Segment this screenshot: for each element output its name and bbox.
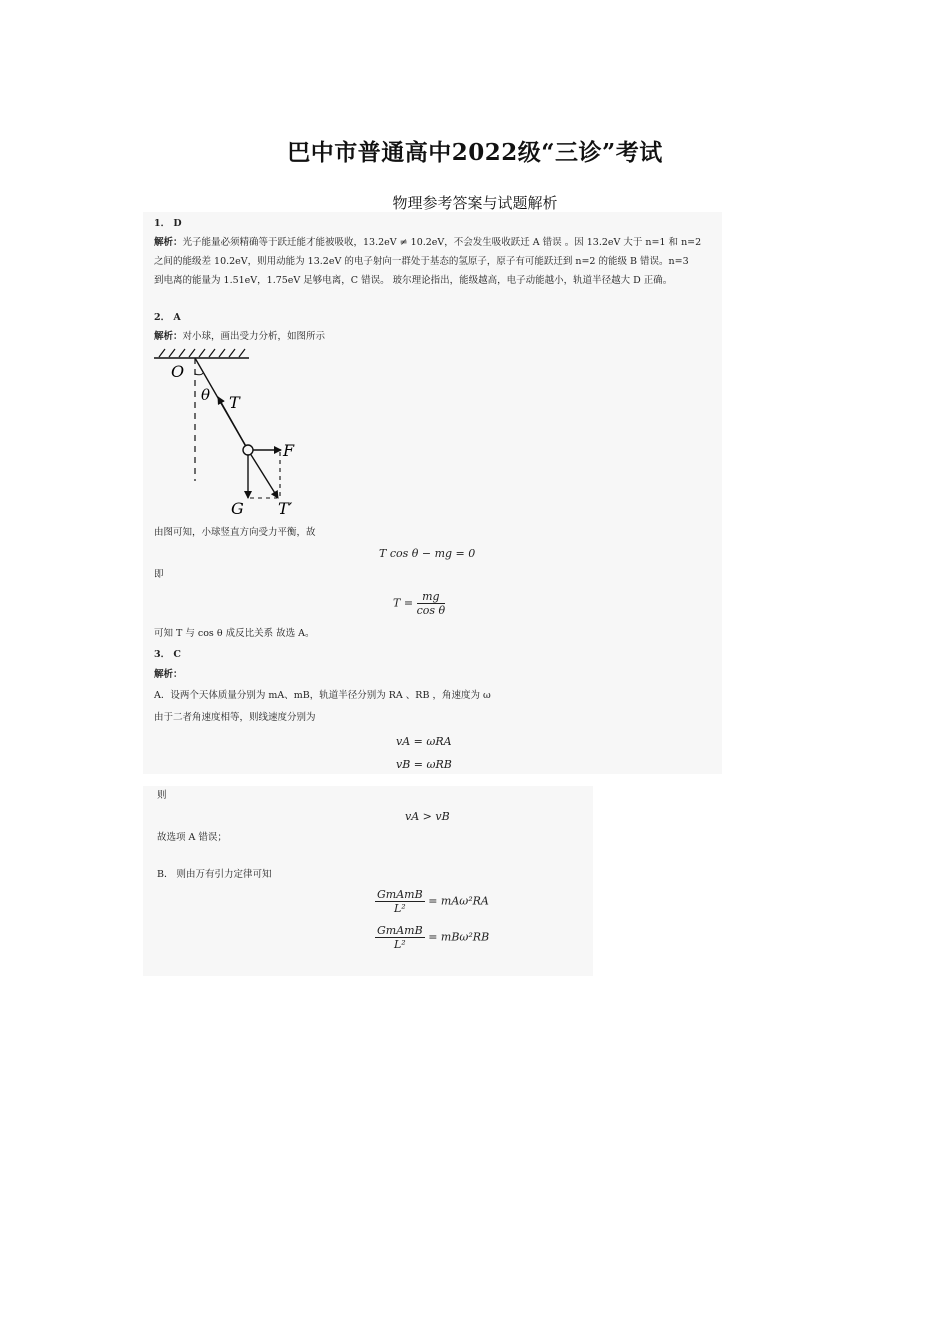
- q3-gb-fraction: [375, 924, 425, 951]
- q1-line-3: 到电离的能量为 1.51eV，1.75eV 足够电离，C 错误。 玻尔理论指出，能级越高，电子动能越小，轨道半径越大 D 正确。: [154, 275, 673, 286]
- page-title: [0, 134, 950, 167]
- q2-conclusion: 可知 T 与 cos θ 成反比关系 故选 A。: [154, 628, 315, 639]
- answer-panel-2: [143, 786, 593, 976]
- q3-ga-numerator: GmAmB: [377, 888, 423, 901]
- answer-panel-1: [143, 212, 722, 774]
- q2-number: 2． A: [154, 312, 181, 323]
- q2-eq2-denominator: cos θ: [416, 604, 446, 617]
- ceiling: [154, 349, 249, 358]
- ball: [243, 445, 253, 455]
- q3-label: 解析：: [154, 669, 183, 680]
- q3-line-a: A．设两个天体质量分别为 mA、mB，轨道半径分别为 RA 、RB ，角速度为 ω: [154, 690, 491, 701]
- theta-arc: [195, 373, 203, 375]
- label-o: O: [171, 362, 185, 381]
- q2-equation-1: T cos θ − mg = 0: [379, 547, 476, 560]
- q1-line-1: [154, 237, 701, 249]
- q2-eq2-lhs: T =: [393, 596, 414, 610]
- q2-intro-text: 对小球，画出受力分析，如图所示: [182, 331, 326, 342]
- q3-gb-rhs: = mBω²RB: [428, 930, 490, 944]
- q2-eq2-fraction: [417, 590, 446, 617]
- label-theta: θ: [201, 386, 211, 404]
- q3-ze: 则: [157, 790, 167, 801]
- q3-equation-vb: vB = ωRB: [396, 758, 452, 771]
- label-g: G: [231, 499, 244, 518]
- q2-eq2-numerator: mg: [417, 590, 446, 604]
- q2-label: 解析：: [154, 331, 183, 342]
- q3-ga-rhs: = mAω²RA: [428, 894, 489, 908]
- q3-ga-fraction: [375, 888, 425, 915]
- label-t-prime: T′: [278, 499, 293, 518]
- q3-gb-numerator: GmAmB: [377, 924, 423, 937]
- q3-line-b: 由于二者角速度相等，则线速度分别为: [154, 712, 316, 723]
- title-city: 巴中市: [287, 140, 358, 166]
- title-exam: 普通高中2022级“三诊”考试: [357, 139, 663, 166]
- q2-ji: 即: [154, 569, 164, 580]
- q1-text-1: 光子能量必须精确等于跃迁能才能被吸收，13.2eV ≠ 10.2eV，不会发生吸收跃迁 A 错误 。因 13.2eV 大于 n=1 和 n=2: [182, 237, 702, 248]
- q1-line-2: 之间的能级差 10.2eV，则用动能为 13.2eV 的电子射向一群处于基态的氢原子，原子有可能跃迁到 n=2 的能级 B 错误。n=3: [154, 256, 689, 267]
- q3-ga-denominator: L²: [393, 902, 406, 915]
- force-diagram: [151, 346, 311, 521]
- page-subtitle: 物理参考答案与试题解析: [392, 194, 558, 212]
- q2-text-1: 由图可知，小球竖直方向受力平衡，故: [154, 527, 316, 538]
- resultant-t-prime-arrow: [248, 450, 278, 498]
- q3-line-b-option: B． 则由万有引力定律可知: [157, 869, 272, 880]
- label-f: F: [283, 441, 295, 460]
- q3-gb-denominator: L²: [393, 938, 406, 951]
- q3-number: 3． C: [154, 649, 181, 660]
- q3-equation-va: vA = ωRA: [396, 735, 452, 748]
- q3-wrong-a: 故选项 A 错误；: [157, 832, 227, 843]
- q1-label: 解析：: [154, 237, 183, 248]
- q3-equation-gravity-a: [375, 888, 489, 915]
- q3-equation-compare: vA > vB: [405, 810, 450, 823]
- q1-number: 1． D: [154, 218, 182, 229]
- q3-equation-gravity-b: [375, 924, 489, 951]
- q2-intro: [154, 331, 325, 343]
- q2-equation-2: [393, 590, 445, 617]
- label-t: T: [229, 393, 240, 412]
